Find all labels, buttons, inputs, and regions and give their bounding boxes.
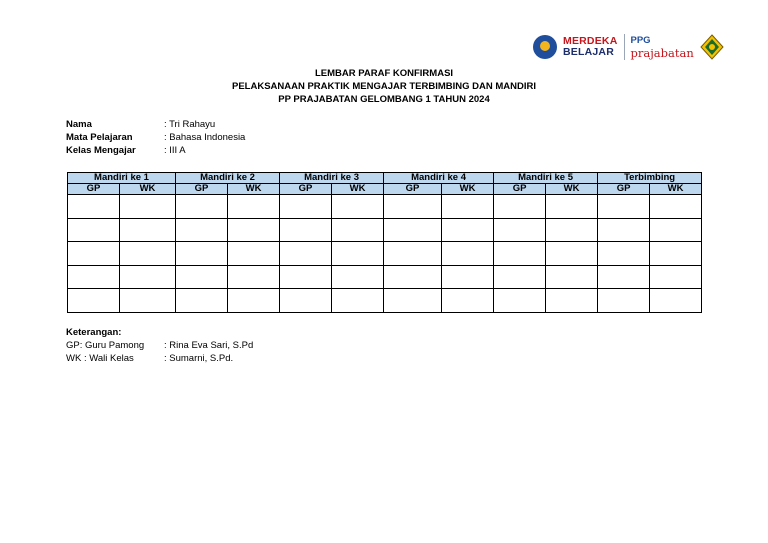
info-value: : III A [164,145,186,156]
title-line-2: PELAKSANAAN PRAKTIK MENGAJAR TERBIMBING DAN MANDIRI [232,81,536,92]
signature-cell[interactable] [68,195,120,219]
title-line-3: PP PRAJABATAN GELOMBANG 1 TAHUN 2024 [278,94,490,105]
sub-header-wk: WK [546,184,598,195]
signature-cell[interactable] [68,218,120,242]
signature-cell[interactable] [280,218,332,242]
signature-cell[interactable] [598,289,650,313]
signature-cell[interactable] [442,265,494,289]
signature-cell[interactable] [494,289,546,313]
signature-rows [68,195,702,313]
signature-cell[interactable] [494,195,546,219]
signature-cell[interactable] [228,265,280,289]
signature-cell[interactable] [68,242,120,266]
signature-cell[interactable] [228,242,280,266]
signature-cell[interactable] [384,289,442,313]
sub-header-gp: GP [494,184,546,195]
group-header: Mandiri ke 5 [494,173,598,184]
sub-header-wk: WK [442,184,494,195]
merdeka-text: MERDEKA [563,35,618,47]
signature-cell[interactable] [332,218,384,242]
group-header: Mandiri ke 1 [68,173,176,184]
paraf-table [67,172,702,313]
group-header: Mandiri ke 4 [384,173,494,184]
signature-cell[interactable] [546,289,598,313]
signature-cell[interactable] [228,218,280,242]
keterangan-section [66,326,253,365]
ppg-text: PPG [630,35,651,46]
signature-cell[interactable] [384,242,442,266]
signature-row [68,289,702,313]
logo-divider [624,34,625,60]
document-title [0,67,768,106]
title-line-1: LEMBAR PARAF KONFIRMASI [314,68,454,79]
keterangan-label: WK : Wali Kelas [66,353,134,364]
signature-cell[interactable] [494,218,546,242]
signature-cell[interactable] [176,195,228,219]
belajar-text: BELAJAR [563,46,614,58]
sub-header-row [68,184,702,195]
signature-cell[interactable] [120,265,176,289]
group-header-row [68,173,702,184]
signature-cell[interactable] [384,218,442,242]
signature-cell[interactable] [384,195,442,219]
signature-cell[interactable] [68,265,120,289]
signature-cell[interactable] [442,242,494,266]
signature-cell[interactable] [598,265,650,289]
student-info [66,118,245,157]
signature-cell[interactable] [442,195,494,219]
signature-row [68,265,702,289]
signature-cell[interactable] [442,289,494,313]
signature-cell[interactable] [332,265,384,289]
signature-cell[interactable] [120,242,176,266]
signature-cell[interactable] [176,265,228,289]
signature-cell[interactable] [176,218,228,242]
merdeka-belajar-logo [563,36,618,58]
signature-cell[interactable] [442,218,494,242]
group-header: Mandiri ke 3 [280,173,384,184]
signature-cell[interactable] [650,265,702,289]
signature-cell[interactable] [650,289,702,313]
signature-cell[interactable] [546,195,598,219]
signature-cell[interactable] [120,218,176,242]
signature-cell[interactable] [120,195,176,219]
keterangan-value: : Sumarni, S.Pd. [164,353,234,364]
sub-header-gp: GP [280,184,332,195]
signature-cell[interactable] [332,289,384,313]
info-label: Kelas Mengajar [66,145,136,156]
keterangan-heading: Keterangan: [66,327,122,338]
signature-cell[interactable] [650,242,702,266]
info-label: Nama [66,119,92,130]
header-logos [533,30,724,64]
signature-cell[interactable] [494,242,546,266]
signature-row [68,242,702,266]
sub-header-wk: WK [228,184,280,195]
signature-row [68,218,702,242]
signature-cell[interactable] [332,242,384,266]
signature-cell[interactable] [546,242,598,266]
group-header: Mandiri ke 2 [176,173,280,184]
signature-cell[interactable] [228,195,280,219]
info-value: : Bahasa Indonesia [164,132,246,143]
kemendikbud-logo-icon [533,35,557,59]
sub-header-wk: WK [120,184,176,195]
sub-header-wk: WK [332,184,384,195]
sub-header-gp: GP [68,184,120,195]
signature-row [68,195,702,219]
keterangan-row-wk [66,352,253,365]
signature-cell[interactable] [280,289,332,313]
signature-cell[interactable] [332,195,384,219]
signature-cell[interactable] [598,218,650,242]
signature-cell[interactable] [120,289,176,313]
info-row-nama [66,118,245,131]
signature-cell[interactable] [494,265,546,289]
info-value: : Tri Rahayu [164,119,216,130]
signature-cell[interactable] [228,289,280,313]
signature-cell[interactable] [546,218,598,242]
sub-header-wk: WK [650,184,702,195]
signature-cell[interactable] [546,265,598,289]
signature-cell[interactable] [650,195,702,219]
signature-cell[interactable] [176,242,228,266]
info-row-mapel [66,131,245,144]
signature-cell[interactable] [280,195,332,219]
prajabatan-text: prajabatan [630,46,694,60]
signature-cell[interactable] [280,242,332,266]
university-emblem-icon [700,34,724,60]
signature-cell[interactable] [650,218,702,242]
keterangan-label: GP: Guru Pamong [66,340,145,351]
signature-cell[interactable] [176,289,228,313]
info-row-kelas [66,144,245,157]
signature-cell[interactable] [598,195,650,219]
keterangan-row-gp [66,339,253,352]
sub-header-gp: GP [384,184,442,195]
signature-cell[interactable] [598,242,650,266]
signature-cell[interactable] [280,265,332,289]
info-label: Mata Pelajaran [66,132,133,143]
keterangan-value: : Rina Eva Sari, S.Pd [164,340,254,351]
sub-header-gp: GP [176,184,228,195]
signature-cell[interactable] [68,289,120,313]
sub-header-gp: GP [598,184,650,195]
ppg-prajabatan-logo [631,35,694,59]
signature-cell[interactable] [384,265,442,289]
group-header: Terbimbing [598,173,702,184]
